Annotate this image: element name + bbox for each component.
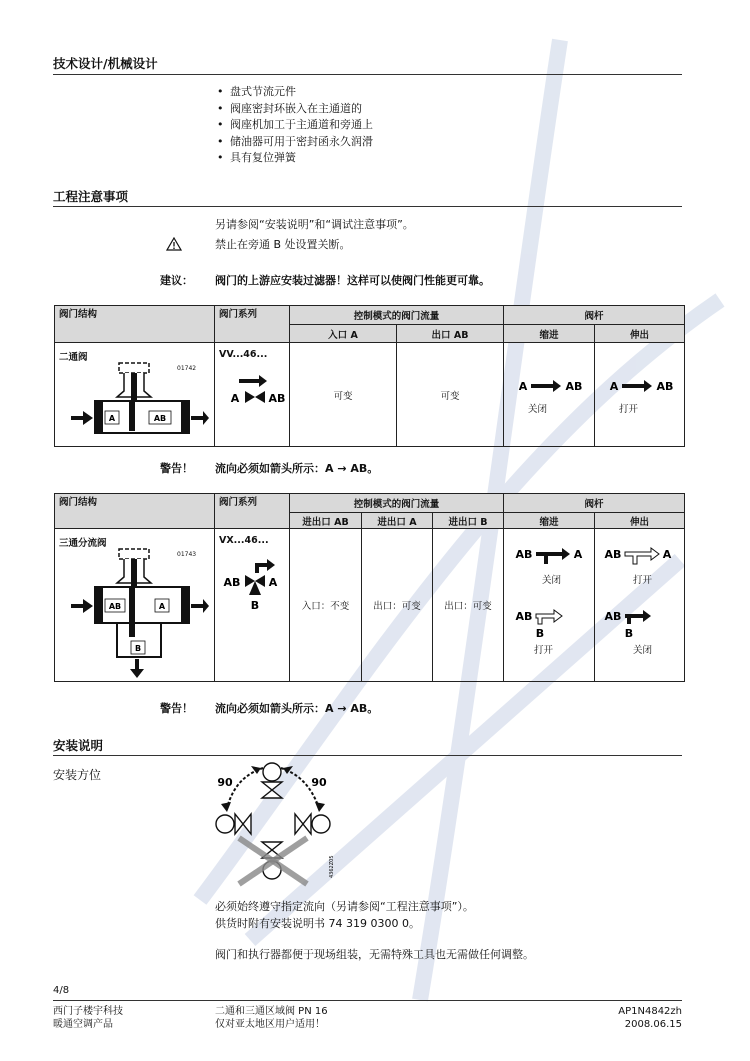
sub-header: 出口 AB (397, 325, 504, 343)
warning-label: 警告！ (160, 702, 193, 715)
angle-label: 90 (217, 776, 233, 789)
stem-state: 关闭 (542, 575, 562, 586)
list-item: • 盘式节流元件 (217, 84, 373, 101)
warning-text: 流向必须如箭头所示：A → AB。 (215, 702, 379, 715)
col-header: 控制模式的阀门流量 (290, 494, 504, 513)
flow-cell: 出口：可变 (433, 529, 504, 682)
doc-number: AP1N4842zh (618, 1006, 682, 1017)
advice-text: 阀门的上游应安装过滤器！这样可以使阀门性能更可靠。 (215, 274, 490, 287)
port-label: A (518, 380, 528, 393)
list-item: • 具有复位弹簧 (217, 150, 373, 167)
feature-list (217, 84, 373, 167)
port-label: AB (108, 602, 122, 611)
stem-state: 打开 (619, 404, 639, 415)
installation-text (215, 898, 474, 932)
flow-direction-symbol (512, 604, 592, 640)
stem-cell (595, 529, 685, 682)
stem-state: 关闭 (633, 645, 653, 656)
footer-doc-number (618, 1005, 682, 1031)
company-line: 暖通空调产品 (53, 1019, 113, 1030)
flow-direction-symbol (509, 374, 589, 398)
port-label: AB (515, 548, 533, 561)
sub-header: 伸出 (595, 513, 685, 529)
page-number: 4/8 (53, 985, 70, 996)
section-rule (53, 755, 682, 756)
port-label: AB (565, 380, 583, 393)
port-label: B (250, 599, 260, 612)
port-label: AB (604, 548, 622, 561)
figure-code: 01743 (177, 551, 197, 558)
series-code: VX...46... (219, 535, 269, 546)
flow-direction-symbol (601, 542, 681, 568)
list-item: • 储油器可用于密封函永久润滑 (217, 134, 373, 151)
port-label: A (230, 392, 240, 405)
figure-code: 01742 (177, 365, 197, 372)
port-label: A (573, 548, 583, 561)
list-item: • 阀座密封环嵌入在主通道的 (217, 101, 373, 118)
sub-header: 缩进 (504, 325, 595, 343)
series-cell (215, 343, 290, 447)
sub-header: 伸出 (595, 325, 685, 343)
engineering-notes (215, 215, 414, 255)
port-label: B (535, 627, 545, 640)
mounting-orientation-diagram (205, 760, 345, 890)
stem-state: 打开 (633, 575, 653, 586)
three-way-flow-symbol (221, 557, 289, 613)
orientation-label: 安装方位 (53, 768, 102, 782)
flow-direction-symbol (601, 604, 681, 640)
port-label: B (624, 627, 634, 640)
flow-cell: 入口：不变 (290, 529, 362, 682)
series-cell (215, 529, 290, 682)
flow-direction-symbol (600, 374, 680, 398)
flow-direction-symbol (512, 542, 592, 568)
section-title-installation: 安装说明 (53, 738, 104, 753)
list-item: • 阀座机加工于主通道和旁通上 (217, 117, 373, 134)
flow-cell: 可变 (397, 343, 504, 447)
port-label: AB (515, 610, 533, 623)
advice-label: 建议： (160, 274, 193, 287)
col-header: 阀杆 (504, 494, 685, 513)
port-label: A (268, 576, 278, 589)
port-label: AB (656, 380, 673, 393)
valve-table-two-way (54, 305, 685, 447)
col-header: 阀门结构 (55, 494, 215, 529)
col-header: 阀杆 (504, 306, 685, 325)
col-header: 阀门系列 (215, 494, 290, 529)
warning-label: 警告！ (160, 462, 193, 475)
two-way-flow-symbol (221, 373, 289, 409)
angle-label: 90 (311, 776, 327, 789)
page-header: 技术设计/机械设计 (53, 56, 158, 71)
col-header: 阀门结构 (55, 306, 215, 343)
two-way-valve-diagram (69, 361, 209, 445)
flow-cell: 可变 (290, 343, 397, 447)
flow-cell: 出口：可变 (362, 529, 433, 682)
doc-line: 二通和三通区域阀 PN 16 (215, 1006, 328, 1017)
port-label: B (134, 644, 142, 653)
structure-label: 三通分流阀 (59, 538, 107, 549)
sub-header: 入口 A (290, 325, 397, 343)
series-code: VV...46... (219, 349, 268, 360)
port-label: AB (223, 576, 241, 589)
footer-company (53, 1005, 123, 1031)
three-way-valve-diagram (69, 547, 209, 679)
stem-cell (595, 343, 685, 447)
section-rule (53, 206, 682, 207)
section-title-engineering: 工程注意事项 (53, 189, 129, 204)
port-label: A (108, 414, 116, 423)
footer-rule (53, 1000, 682, 1001)
sub-header: 进出口 A (362, 513, 433, 529)
stem-state: 打开 (534, 645, 554, 656)
figure-code: 4362Z05 (329, 855, 335, 878)
header-rule (53, 74, 682, 75)
structure-cell (55, 529, 215, 682)
note-text: 另请参阅“安装说明”和“调试注意事项”。 (215, 218, 414, 231)
install-note: 阀门和执行器都便于现场组装，无需特殊工具也无需做任何调整。 (215, 948, 534, 961)
sub-header: 进出口 B (433, 513, 504, 529)
sub-header: 缩进 (504, 513, 595, 529)
structure-cell (55, 343, 215, 447)
stem-cell (504, 343, 595, 447)
warning-icon (166, 237, 182, 251)
port-label: A (609, 380, 618, 393)
stem-cell (504, 529, 595, 682)
doc-line: 仅对亚太地区用户适用！ (215, 1019, 325, 1030)
port-label: AB (604, 610, 622, 623)
stem-state: 关闭 (528, 404, 548, 415)
valve-table-three-way (54, 493, 685, 682)
port-label: AB (153, 414, 167, 423)
port-label: A (662, 548, 672, 561)
sub-header: 进出口 AB (290, 513, 362, 529)
doc-date: 2008.06.15 (624, 1019, 682, 1030)
col-header: 阀门系列 (215, 306, 290, 343)
install-note: 必须始终遵守指定流向（另请参阅“工程注意事项”）。 (215, 900, 474, 913)
footer-doc-title (215, 1005, 328, 1031)
port-label: A (158, 602, 166, 611)
col-header: 控制模式的阀门流量 (290, 306, 504, 325)
structure-label: 二通阀 (59, 352, 88, 363)
install-note: 供货时附有安装说明书 74 319 0300 0。 (215, 917, 420, 930)
port-label: AB (268, 392, 286, 405)
warning-text: 流向必须如箭头所示：A → AB。 (215, 462, 379, 475)
note-text: 禁止在旁通 B 处设置关断。 (215, 238, 351, 251)
company-line: 西门子楼宇科技 (53, 1006, 123, 1017)
